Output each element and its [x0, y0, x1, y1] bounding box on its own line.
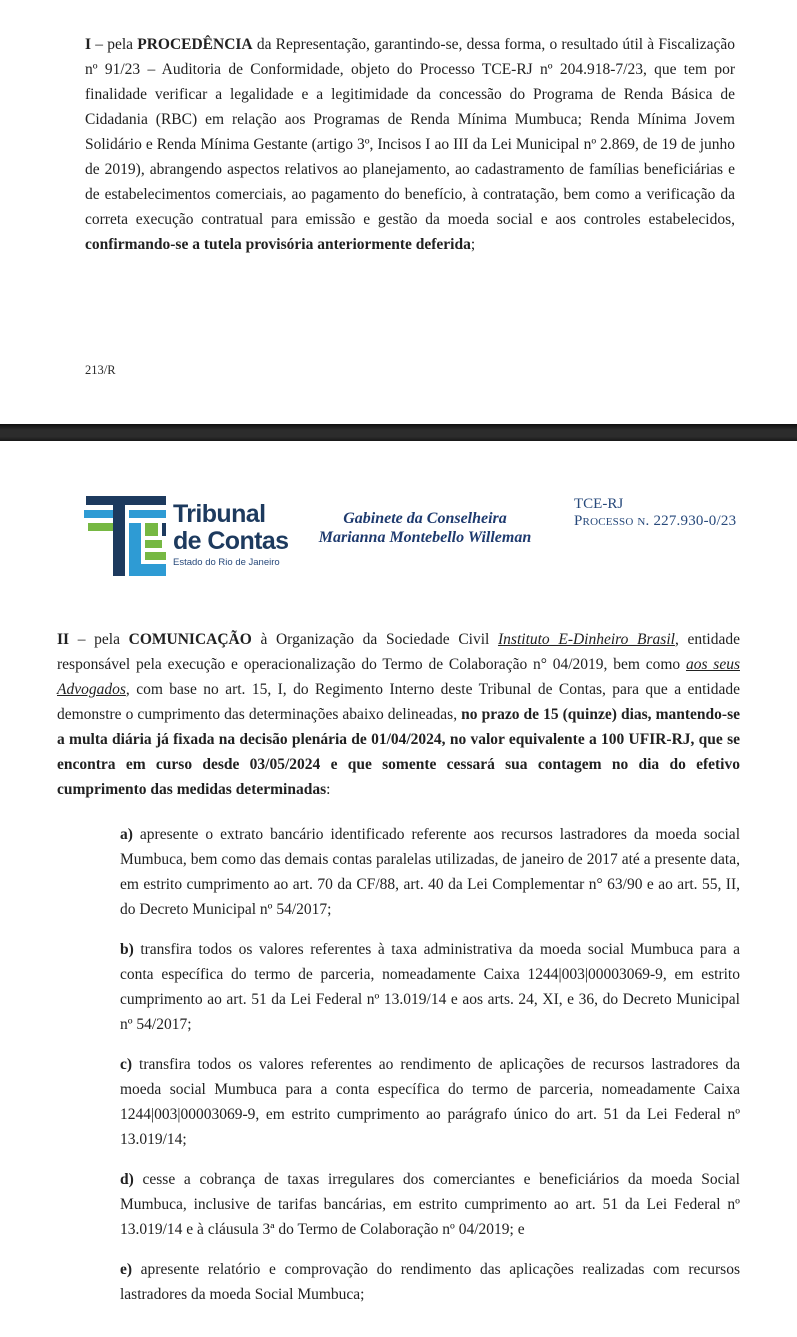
determination-item-e: e) apresente relatório e comprovação do rendimento das aplicações realizadas com recursos lastradores da moeda Social Mumbuca;	[120, 1261, 740, 1303]
page-footer-note: 213/R	[85, 363, 116, 377]
logo-title-line1: Tribunal	[173, 500, 266, 528]
logo-title-line2: de Contas	[173, 527, 289, 555]
determination-item-d: d) cesse a cobrança de taxas irregulares dos comerciantes e beneficiários da moeda Social Mumbuca, inclusive de tarifas bancárias, em estrito cumprimento ao art. 51 da Lei Federal nº 13.019/14 e à cláusula 3ª do Termo de Colaboração nº 04/2019; e	[120, 1171, 740, 1238]
logo-subtitle: Estado do Rio de Janeiro	[173, 557, 280, 568]
determination-items	[120, 822, 740, 1322]
cabinet-header	[283, 509, 567, 547]
cabinet-office-line: Gabinete da Conselheira	[343, 510, 507, 527]
court-label: TCE-RJ	[574, 496, 624, 512]
cabinet-counselor-name: Marianna Montebello Willeman	[318, 529, 532, 546]
tce-logo-wordmark	[173, 501, 288, 569]
page-separator-band	[0, 424, 797, 441]
determination-item-c: c) transfira todos os valores referentes ao rendimento de aplicações de recursos lastradores da moeda social Mumbuca para a conta específica do termo de parceria, nomeadamente Caixa 1244|003|00003069-9, em estrito cumprimento ao parágrafo único do art. 51 da Lei Federal nº 13.019/14;	[120, 1056, 740, 1148]
paragraph-item-I: I – pela PROCEDÊNCIA da Representação, garantindo-se, dessa forma, o resultado útil à Fiscalização nº 91/23 – Auditoria de Conformidade, objeto do Processo TCE-RJ nº 204.918-7/23, que tem por finalidade verificar a legalidade e a legitimidade da concessão do Programa de Renda Básica de Cidadania (RBC) em relação aos Programas de Renda Mínima Mumbuca; Renda Mínima Jovem Solidário e Renda Mínima Gestante (artigo 3º, Incisos I ao III da Lei Municipal nº 2.869, de 19 de junho de 2019), abrangendo aspectos relativos ao planejamento, ao cadastramento de famílias beneficiárias e de estabelecimentos comerciais, ao pagamento do benefício, à contratação, bem como a verificação da correta execução contratual para emissão e gestão da moeda social e aos controles estabelecidos, confirmando-se a tutela provisória anteriormente deferida;	[85, 36, 735, 253]
process-header	[574, 496, 736, 530]
determination-item-a: a) apresente o extrato bancário identificado referente aos recursos lastradores da moeda social Mumbuca, bem como das demais contas paralelas utilizadas, de janeiro de 2017 até a presente data, em estrito cumprimento ao art. 70 da CF/88, art. 40 da Lei Complementar n° 63/90 e ao art. 55, II, do Decreto Municipal nº 54/2017;	[120, 826, 740, 918]
paragraph-item-II: II – pela COMUNICAÇÃO à Organização da Sociedade Civil Instituto E-Dinheiro Brasil, entidade responsável pela execução e operacionalização do Termo de Colaboração n° 04/2019, bem como aos seus Advogados, com base no art. 15, I, do Regimento Interno deste Tribunal de Contas, para que a entidade demonstre o cumprimento das determinações abaixo delineadas, no prazo de 15 (quinze) dias, mantendo-se a multa diária já fixada na decisão plenária de 01/04/2024, no valor equivalente a 100 UFIR-RJ, que se encontra em curso desde 03/05/2024 e que somente cessará sua contagem no dia do efetivo cumprimento das medidas determinadas:	[57, 631, 740, 798]
tce-rj-logo-icon	[84, 494, 170, 588]
process-number: Processo n. 227.930-0/23	[574, 513, 737, 529]
determination-item-b: b) transfira todos os valores referentes à taxa administrativa da moeda social Mumbuca para a conta específica do termo de parceria, nomeadamente Caixa 1244|003|00003069-9, em estrito cumprimento ao art. 51 da Lei Federal nº 13.019/14 e aos arts. 24, XI, e 36, do Decreto Municipal nº 54/2017;	[120, 941, 740, 1033]
